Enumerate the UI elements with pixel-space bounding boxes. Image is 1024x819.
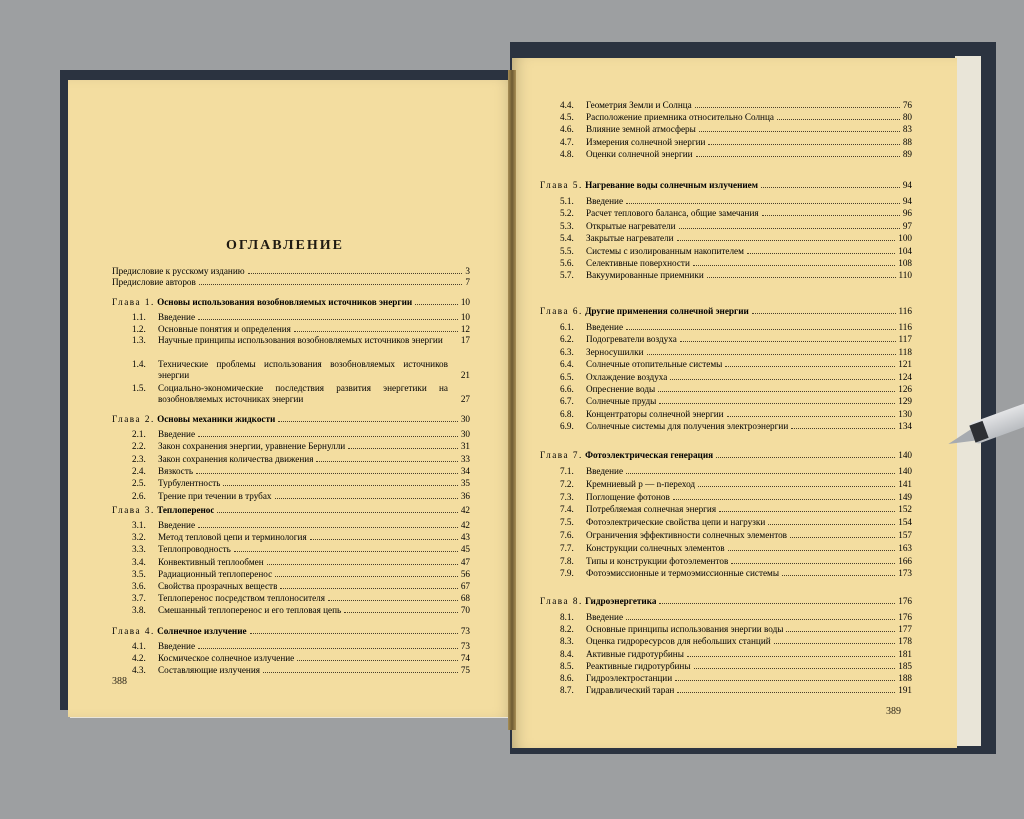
toc-page-number: 117 [898,334,912,345]
toc-entry-text: Турбулентность [158,478,221,489]
toc-item [560,504,912,515]
item-number: 8.7. [560,685,574,696]
toc-entry-text: Подогреватели воздуха [586,334,677,345]
toc-item [560,322,912,333]
toc-entry-text: Радиационный теплоперенос [158,568,273,579]
chapter-number: Глава 4. [112,626,155,636]
item-number: 7.1. [560,466,574,476]
toc-item [560,661,912,672]
toc-item [132,454,470,465]
item-number: 2.3. [132,453,146,464]
toc-page-number: 177 [898,624,912,635]
toc-entry-text: Опреснение воды [586,384,656,394]
item-number: 7.7. [560,542,574,553]
toc-entry-text: Введение [158,520,196,530]
chapter-number: Глава 6. [540,306,583,316]
toc-item [560,612,912,623]
toc-item [560,334,912,345]
toc-page-number: 96 [902,208,912,219]
toc-page-number: 121 [898,359,912,370]
toc-page-number: 176 [898,596,912,606]
item-number: 6.1. [560,322,574,332]
toc-item [132,324,470,335]
toc-entry-text: Смешанный теплоперенос и его тепловая цепь [158,605,342,616]
toc-page-number: 173 [898,568,912,579]
toc-page-number: 152 [898,504,912,515]
toc-page-number: 191 [898,685,912,696]
toc-page-number: 33 [460,453,470,464]
toc-entry-text: Оценка гидроресурсов для небольших станций [586,636,771,647]
item-number: 1.2. [132,324,146,334]
toc-entry-text: Расположение приемника относительно Солнца [586,112,774,123]
toc-item [560,685,912,696]
chapter-title: Другие применения солнечной энергии [585,306,749,316]
toc-entry-text: Влияние земной атмосферы [586,124,696,135]
item-number: 6.2. [560,334,574,345]
toc-entry-text: Фотоэлектрические свойства цепи и нагрузки [586,517,766,528]
item-number: 7.4. [560,504,574,515]
toc-chapter [112,626,470,637]
toc-preface [112,277,470,288]
toc-item [560,517,912,528]
toc-chapter [112,297,470,308]
toc-entry-text: Поглощение фотонов [586,491,670,502]
toc-entry-text: Солнечные отопительные системы [586,359,723,370]
toc-page-number: 140 [898,450,912,460]
toc-item [132,520,470,531]
toc-page-number: 176 [898,612,912,622]
toc-item [560,359,912,370]
chapter-number: Глава 8. [540,596,583,606]
toc-page-number: 126 [898,384,912,394]
item-number: 1.1. [132,312,146,322]
page-number-left: 388 [112,676,127,687]
toc-page-number: 94 [902,180,912,190]
toc-entry-text: Закон сохранения количества движения [158,453,314,464]
toc-entry-text: Теплоперенос посредством теплоносителя [158,593,325,604]
toc-entry-text: Введение [158,641,196,651]
chapter-title: Нагревание воды солнечным излучением [585,180,758,190]
toc-item [560,556,912,567]
item-number: 6.5. [560,371,574,382]
toc-entry-text: Введение [586,612,624,622]
toc-page-number: 67 [460,581,470,591]
toc-entry-text: Вакуумированные приемники [586,270,704,281]
item-number: 7.9. [560,568,574,579]
toc-entry-text: Геометрия Земли и Солнца [586,100,692,110]
toc-chapter [540,596,912,607]
toc-entry-text: Введение [586,322,624,332]
toc-entry-text: Солнечные системы для получения электроэнергии [586,421,789,432]
item-number: 6.4. [560,359,574,370]
toc-item [132,312,470,323]
toc-page-number: 181 [898,648,912,659]
toc-page-number: 116 [898,306,912,316]
item-number: 8.4. [560,648,574,659]
toc-item [560,673,912,684]
item-number: 3.4. [132,556,146,567]
item-number: 3.5. [132,568,146,579]
chapter-number: Глава 7. [540,450,583,460]
toc-item [560,124,912,135]
toc-preface [112,266,470,277]
toc-page-number: 157 [898,530,912,540]
chapter-title: Фотоэлектрическая генерация [585,450,714,460]
toc-item [132,665,470,676]
toc-page-number: 149 [898,491,912,502]
page-edges-right [955,56,981,746]
toc-page-number: 74 [460,652,470,663]
toc-item [560,421,912,432]
toc-entry-text: Селективные поверхности [586,258,690,268]
item-number: 3.8. [132,605,146,616]
toc-item [132,593,470,604]
item-number: 8.2. [560,624,574,635]
item-number: 5.7. [560,270,574,281]
chapter-title: Солнечное излучение [157,626,247,636]
toc-page-number: 34 [460,465,470,476]
item-number: 1.3. [132,335,146,345]
page-number-right: 389 [886,706,901,717]
item-number: 5.4. [560,233,574,244]
toc-item [560,208,912,219]
toc-page-number: 76 [902,100,912,110]
toc-item [560,233,912,244]
chapter-title: Основы механики жидкости [157,414,276,424]
toc-page-number: 42 [460,505,470,515]
item-number: 5.5. [560,245,574,256]
toc-chapter [112,414,470,425]
toc-entry-text: Измерения солнечной энергии [586,136,706,147]
toc-page-number: 178 [898,636,912,647]
item-number: 5.3. [560,220,574,231]
toc-item [132,429,470,440]
toc-page-number: 3 [465,266,470,276]
toc-item [560,396,912,407]
toc-page-number: 30 [460,429,470,439]
item-number: 2.5. [132,478,146,489]
toc-entry-text: Конструкции солнечных элементов [586,542,725,553]
toc-entry-text: Системы с изолированным накопителем [586,245,744,256]
toc-item [560,112,912,123]
toc-page-number: 43 [460,532,470,543]
toc-page-number: 110 [898,270,912,281]
toc-item [560,649,912,660]
toc-entry-text: Открытые нагреватели [586,220,676,231]
item-number: 6.3. [560,346,574,357]
toc-entry-text: Солнечные пруды [586,396,657,407]
toc-entry-text: Трение при течении в трубах [158,490,272,501]
item-number: 4.6. [560,124,574,135]
toc-page-number: 118 [898,346,912,357]
toc-entry-text: Космическое солнечное излучение [158,652,295,663]
item-number: 2.4. [132,465,146,476]
toc-entry-text: Потребляемая солнечная энергия [586,504,717,515]
toc-entry-text: Фотоэмиссионные и термоэмиссионные системы [586,568,780,579]
toc-page-number: 83 [902,124,912,135]
toc-page-number: 7 [465,277,470,287]
toc-page-number: 56 [460,568,470,579]
toc-page-number: 27 [460,393,470,404]
item-number: 2.1. [132,429,146,439]
toc-item [560,347,912,358]
toc-entry-text: Метод тепловой цепи и терминология [158,532,307,543]
page-title: ОГЛАВЛЕНИЕ [226,238,344,253]
chapter-title: Теплоперенос [157,505,215,515]
item-number: 8.1. [560,612,574,622]
toc-page-number: 30 [460,414,470,424]
toc-page-number: 88 [902,136,912,147]
toc-entry-text: Теплопроводность [158,544,231,555]
item-number: 2.6. [132,490,146,501]
toc-entry-text: Концентраторы солнечной энергии [586,408,724,419]
item-number: 5.6. [560,258,574,268]
toc-entry-text: Введение [158,312,196,322]
toc-item [132,605,470,616]
toc-entry-text: Введение [586,196,624,206]
toc-page-number: 12 [460,324,470,334]
chapter-number: Глава 1. [112,297,155,307]
toc-entry-text: Предисловие к русскому изданию [112,266,245,276]
toc-page-number: 10 [460,312,470,322]
toc-entry-text: Конвективный теплообмен [158,556,264,567]
item-number: 4.8. [560,148,574,159]
toc-item [132,441,470,452]
item-number: 8.5. [560,660,574,671]
toc-page-number: 97 [902,220,912,231]
item-number: 5.2. [560,208,574,219]
toc-item [132,359,470,380]
item-number: 4.1. [132,641,146,651]
toc-item [132,532,470,543]
toc-item [560,409,912,420]
item-number: 8.3. [560,636,574,647]
toc-page-number: 35 [460,478,470,489]
item-number: 4.3. [132,664,146,675]
toc-item [560,246,912,257]
toc-chapter [112,505,470,516]
toc-page-number: 108 [898,258,912,268]
toc-page-number: 116 [898,322,912,332]
toc-entry-text: Кремниевый p — n-переход [586,478,696,489]
toc-item [560,636,912,647]
toc-entry-text: Активные гидротурбины [586,648,684,659]
toc-item [560,270,912,281]
item-number: 7.5. [560,517,574,528]
item-number: 1.5. [132,383,146,393]
toc-page-number: 10 [460,297,470,307]
toc-item [132,581,470,592]
toc-page-number: 36 [460,490,470,501]
toc-item [560,543,912,554]
chapter-number: Глава 5. [540,180,583,190]
toc-page-number: 134 [898,421,912,432]
toc-entry-text: Основные принципы использования энергии воды [586,624,784,635]
toc-entry-text: Введение [586,466,624,476]
chapter-title: Основы использования возобновляемых источников энергии [157,297,413,307]
toc-item [560,149,912,160]
toc-entry-text: Гидроэлектростанции [586,673,673,683]
toc-chapter [540,450,912,461]
toc-item [560,530,912,541]
toc-item [560,624,912,635]
toc-chapter [540,180,912,191]
toc-page-number: 124 [898,371,912,382]
toc-entry-text: Основные понятия и определения [158,324,291,334]
toc-item [560,479,912,490]
toc-item [560,196,912,207]
toc-item [132,557,470,568]
item-number: 8.6. [560,673,574,683]
toc-entry-text: Охлаждение воздуха [586,371,668,382]
chapter-number: Глава 3. [112,505,155,515]
item-number: 3.3. [132,544,146,555]
toc-entry-text: Типы и конструкции фотоэлементов [586,555,729,566]
toc-item [560,568,912,579]
toc-entry-text: Оценки солнечной энергии [586,148,693,159]
chapter-number: Глава 2. [112,414,155,424]
toc-item [132,569,470,580]
item-number: 6.9. [560,421,574,432]
toc-page-number: 73 [460,626,470,636]
item-number: 6.8. [560,408,574,419]
toc-page-number: 130 [898,408,912,419]
toc-item [132,653,470,664]
toc-page-number: 21 [460,369,470,380]
toc-page-number: 188 [898,673,912,683]
toc-item [560,258,912,269]
toc-page-number: 73 [460,641,470,651]
toc-entry-text: Гидравлический таран [586,685,675,696]
toc-page-number: 163 [898,542,912,553]
toc-entry-text: Реактивные гидротурбины [586,660,691,671]
toc-page-number: 140 [898,466,912,476]
toc-item [132,383,470,404]
toc-item [560,137,912,148]
toc-page-number: 89 [902,148,912,159]
toc-item [560,100,912,111]
toc-item [132,491,470,502]
item-number: 7.6. [560,530,574,540]
toc-page-number: 141 [898,478,912,489]
toc-entry-text: Свойства прозрачных веществ [158,581,278,591]
book-gutter [508,70,516,730]
item-number: 7.3. [560,491,574,502]
toc-page-number: 45 [460,544,470,555]
toc-entry-text: Ограничения эффективности солнечных элементов [586,530,788,540]
toc-page-number: 104 [898,245,912,256]
toc-entry-text: Технические проблемы использования возобновляемых источников энергии [158,359,448,380]
toc-page-number: 94 [902,196,912,206]
toc-entry-text: Составляющие излучения [158,664,260,675]
item-number: 4.4. [560,100,574,110]
toc-item [132,641,470,652]
toc-page-number: 80 [902,112,912,123]
toc-page-number: 154 [898,517,912,528]
item-number: 4.2. [132,652,146,663]
toc-page-number: 166 [898,555,912,566]
toc-page-number: 42 [460,520,470,530]
chapter-title: Гидроэнергетика [585,596,657,606]
toc-page-number: 129 [898,396,912,407]
toc-chapter [540,306,912,317]
toc-entry-text: Вязкость [158,465,194,476]
toc-page-number: 68 [460,593,470,604]
toc-entry-text: Зерносушилки [586,346,644,357]
toc-item [560,466,912,477]
toc-entry-text: Расчет теплового баланса, общие замечания [586,208,759,219]
toc-entry-text: Социально-экономические последствия развития энергетики на возобновляемых источниках энергии [158,383,448,404]
toc-entry-text: Введение [158,429,196,439]
item-number: 7.2. [560,478,574,489]
item-number: 4.7. [560,136,574,147]
pen-tip [946,429,975,449]
item-number: 1.4. [132,359,146,369]
item-number: 3.2. [132,532,146,543]
toc-entry-text: Закон сохранения энергии, уравнение Бернулли [158,441,346,452]
item-number: 5.1. [560,196,574,206]
toc-page-number: 70 [460,605,470,616]
item-number: 4.5. [560,112,574,123]
item-number: 2.2. [132,441,146,452]
item-number: 3.7. [132,593,146,604]
toc-item [132,466,470,477]
toc-page-number: 31 [460,441,470,452]
toc-page-number: 100 [898,233,912,244]
toc-page-number: 185 [898,660,912,671]
item-number: 6.7. [560,396,574,407]
item-number: 7.8. [560,555,574,566]
item-number: 3.6. [132,581,146,591]
toc-page-number: 17 [460,335,470,345]
toc-item [560,384,912,395]
item-number: 3.1. [132,520,146,530]
toc-item [132,544,470,555]
toc-page-number: 75 [460,664,470,675]
toc-item [560,372,912,383]
toc-entry-text: Предисловие авторов [112,277,196,287]
toc-item [560,492,912,503]
toc-item [560,221,912,232]
toc-entry-text: Научные принципы использования возобновляемых источников энергии [158,335,443,345]
toc-page-number: 47 [460,556,470,567]
toc-item [132,478,470,489]
item-number: 6.6. [560,384,574,394]
toc-entry-text: Закрытые нагреватели [586,233,674,244]
toc-item [132,335,470,346]
